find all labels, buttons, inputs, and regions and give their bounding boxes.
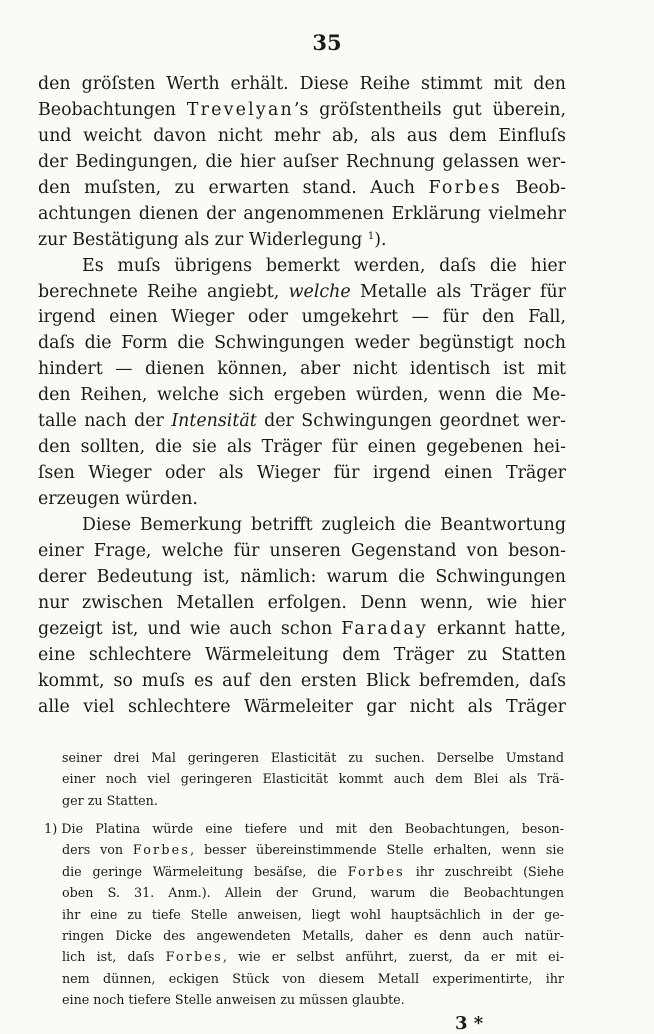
text-line: und weicht davon nicht mehr ab, als aus dem Einfluſs [38,125,566,146]
footnote-marker: 1) [44,822,58,837]
text-line: nem dünnen, eckigen Stück von diesem Metall experimentirte, ihr [62,970,564,986]
text-line: die geringe Wärmeleitung besäſse, die Forbes ihr zuschreibt (Siehe [62,863,564,879]
text-line: Beobachtungen Trevelyan’s gröſstentheils gut überein, [38,99,566,120]
text-line: 1) Die Platina würde eine tiefere und mit den Beobachtungen, beson- [44,821,564,837]
text-line: nur zwischen Metallen erfolgen. Denn wenn, wie hier [38,592,566,613]
text-line: daſs die Form die Schwingungen weder begünstigt noch [38,333,566,354]
spaced-name: Trevelyan [186,99,294,120]
text-line: eine noch tiefere Stelle anweisen zu müssen glaubte. [62,992,405,1008]
main-text [38,72,566,720]
text-line: alle viel schlechtere Wärmeleiter gar nicht als Träger [38,696,566,717]
text-line: seiner drei Mal geringeren Elasticität zu suchen. Derselbe Umstand [62,750,564,765]
spaced-name: Forbes [428,177,502,198]
text-line: talle nach der Intensität der Schwingungen geordnet wer- [38,411,566,432]
italic-word: Intensität [171,411,257,432]
text-line: gezeigt ist, und wie auch schon Faraday erkannt hatte, [38,618,566,639]
text-line: irgend einen Wieger oder umgekehrt — für den Fall, [38,307,566,328]
spaced-name: Forbes [165,949,223,965]
text-line: einer Frage, welche für unseren Gegenstand von beson- [38,540,566,561]
text-line: Es muſs übrigens bemerkt werden, daſs die hier [82,255,566,276]
spaced-name: Forbes [347,863,405,879]
footnote [44,818,564,1011]
text-line: achtungen dienen der angenommenen Erklärung vielmehr [38,203,566,224]
text-line: lich ist, daſs Forbes, wie er selbst anführt, zuerst, da er mit ei- [62,949,564,965]
spaced-name: Faraday [341,618,428,639]
text-line: eine schlechtere Wärmeleitung dem Träger zu Statten [38,644,566,665]
text-line: den sollten, die sie als Träger für einen gegebenen hei- [38,437,566,458]
text-line: ger zu Statten. [62,792,158,808]
text-line: derer Bedeutung ist, nämlich: warum die Schwingungen [38,566,566,587]
text-line: der Bedingungen, die hier auſser Rechnung gelassen wer- [38,151,566,172]
text-line: einer noch viel geringeren Elasticität kommt auch dem Blei als Trä- [62,771,564,787]
text-line: oben S. 31. Anm.). Allein der Grund, warum die Beobachtungen [62,885,564,901]
text-line: Diese Bemerkung betrifft zugleich die Beantwortung [82,514,566,535]
text-line: ſsen Wieger oder als Wieger für irgend einen Träger [38,463,566,484]
text-line: den gröſsten Werth erhält. Diese Reihe stimmt mit den [38,74,566,94]
page-number: 35 [312,30,342,55]
text-line: ihr eine zu tiefe Stelle anweisen, liegt wohl hauptsächlich in der ge- [62,906,564,922]
text-line: hindert — dienen können, aber nicht identisch ist mit [38,359,566,380]
continuation-note [62,747,564,811]
italic-word: welche [288,281,351,302]
text-line: zur Bestätigung als zur Widerlegung $^1$). [38,229,387,250]
text-line: den muſsten, zu erwarten stand. Auch Forbes Beob- [38,177,566,198]
text-line: kommt, so muſs es auf den ersten Blick befremden, daſs [38,670,566,691]
text-line: erzeugen würden. [38,489,198,509]
footnote-ref: 1 [367,230,375,242]
text-line: ders von Forbes, besser übereinstimmende Stelle erhalten, wenn sie [62,842,564,858]
spaced-name: Forbes [132,842,191,858]
signature-mark: 3 * [455,1013,484,1034]
text-line: berechnete Reihe angiebt, welche Metalle als Träger für [38,281,566,302]
text-line: den Reihen, welche sich ergeben würden, wenn die Me- [38,385,566,406]
text-line: ringen Dicke des angewendeten Metalls, daher es denn auch natür- [62,927,564,943]
